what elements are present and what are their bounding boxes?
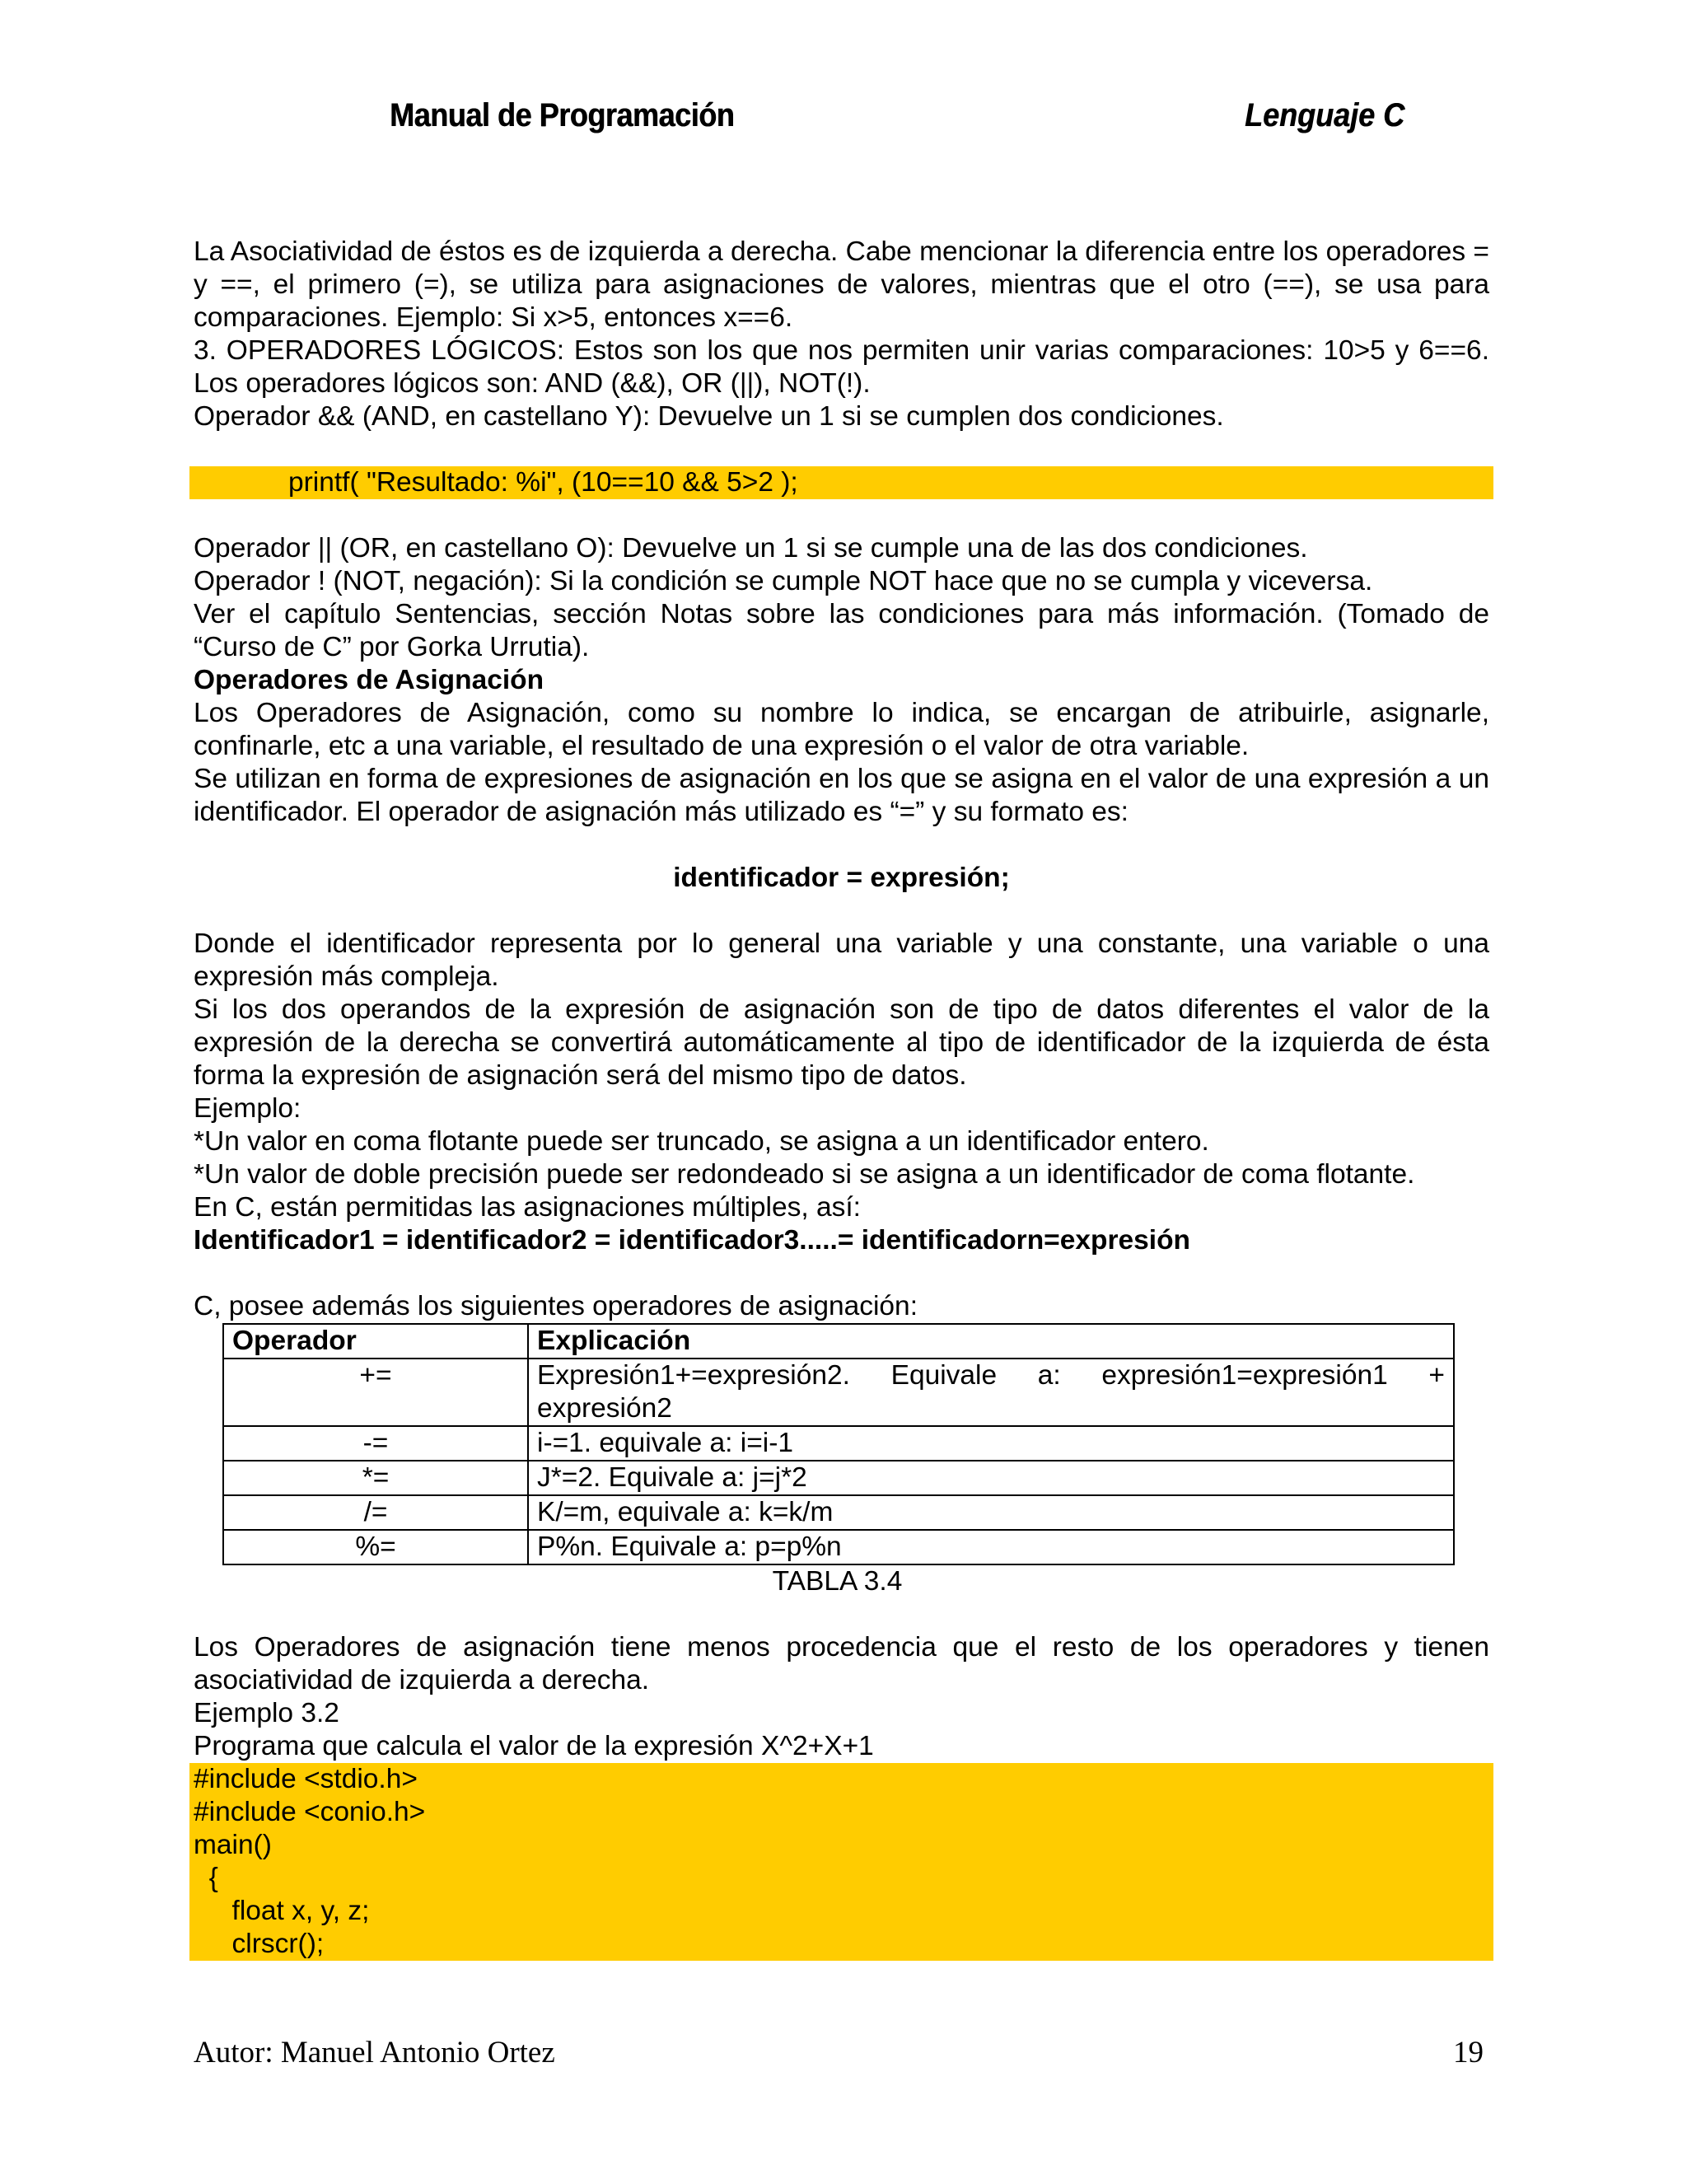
paragraph-procedencia: Los Operadores de asignación tiene menos procedencia que el resto de los operadores y tienen asociatividad de izquierda a derecha.	[194, 1632, 1489, 1695]
table-cell-exp: J*=2. Equivale a: j=j*2	[528, 1461, 1454, 1495]
table-row	[223, 1426, 1454, 1461]
code-line: clrscr();	[194, 1929, 325, 1959]
paragraph-operador-or: Operador || (OR, en castellano O): Devuelve un 1 si se cumple una de las dos condiciones.	[194, 533, 1308, 564]
page-body	[194, 236, 1489, 1961]
example-description: Programa que calcula el valor de la expresión X^2+X+1	[194, 1731, 874, 1761]
table-cell-op: -=	[223, 1426, 528, 1461]
paragraph-asignacion-def: Los Operadores de Asignación, como su nombre lo indica, se encargan de atribuirle, asignarle, confinarle, etc a una variable, el resultado de una expresión o el valor de otra variable.	[194, 698, 1489, 761]
table-cell-op: %=	[223, 1530, 528, 1564]
table-cell-exp: P%n. Equivale a: p=p%n	[528, 1530, 1454, 1564]
paragraph-asociatividad: La Asociatividad de éstos es de izquierda a derecha. Cabe mencionar la diferencia entre los operadores = y ==, el primero (=), se utiliza para asignaciones de valores, mientras que el otro (==), se usa para comparaciones. Ejemplo: Si x>5, entonces x==6.	[194, 236, 1489, 333]
table-caption: TABLA 3.4	[772, 1566, 903, 1597]
paragraph-asignacion-formato: Se utilizan en forma de expresiones de asignación en los que se asigna en el valor de una expresión a un identificador. El operador de asignación más utilizado es “=” y su formato es:	[194, 764, 1489, 827]
table-intro: C, posee además los siguientes operadores de asignación:	[194, 1291, 918, 1321]
table-cell-op: *=	[223, 1461, 528, 1495]
header-subject: Lenguaje C	[1245, 97, 1405, 133]
paragraph-operandos: Si los dos operandos de la expresión de asignación son de tipo de datos diferentes el valor de la expresión de la derecha se convertirá automáticamente al tipo de identificador de la izquierda de ésta forma la expresión de asignación será del mismo tipo de datos.	[194, 994, 1489, 1091]
format-line: identificador = expresión;	[673, 863, 1010, 893]
footer-page-number: 19	[1453, 2036, 1484, 2069]
paragraph-ejemplo: Ejemplo:	[194, 1093, 301, 1124]
section-heading: Operadores de Asignación	[194, 665, 544, 695]
example-label: Ejemplo 3.2	[194, 1698, 339, 1728]
paragraph-multiples: En C, están permitidas las asignaciones múltiples, así:	[194, 1192, 861, 1223]
table-cell-op: +=	[223, 1359, 528, 1426]
table-row	[223, 1495, 1454, 1530]
table-header-explicacion: Explicación	[528, 1324, 1454, 1359]
table-cell-exp: Expresión1+=expresión2. Equivale a: expresión1=expresión1 + expresión2	[528, 1359, 1454, 1426]
table-cell-exp: i-=1. equivale a: i=i-1	[528, 1426, 1454, 1461]
table-cell-op: /=	[223, 1495, 528, 1530]
paragraph-ver-capitulo: Ver el capítulo Sentencias, sección Notas sobre las condiciones para más información. (Tomado de “Curso de C” por Gorka Urrutia).	[194, 599, 1489, 662]
code-line: #include <conio.h>	[194, 1797, 426, 1827]
table-cell-exp: K/=m, equivale a: k=k/m	[528, 1495, 1454, 1530]
code-line: float x, y, z;	[194, 1896, 370, 1926]
footer-author: Autor: Manuel Antonio Ortez	[194, 2036, 555, 2069]
code-line: #include <stdio.h>	[194, 1764, 418, 1794]
multi-assign-line: Identificador1 = identificador2 = identificador3.....= identificadorn=expresión	[194, 1225, 1191, 1256]
code-line-highlight: printf( "Resultado: %i", (10==10 && 5>2 );	[189, 466, 1493, 499]
table-header-row	[223, 1324, 1454, 1359]
code-line: {	[194, 1863, 218, 1893]
paragraph-truncado: *Un valor en coma flotante puede ser truncado, se asigna a un identificador entero.	[194, 1126, 1209, 1157]
code-line: main()	[194, 1830, 272, 1860]
table-row	[223, 1359, 1454, 1426]
paragraph-operador-not: Operador ! (NOT, negación): Si la condición se cumple NOT hace que no se cumpla y viceversa.	[194, 566, 1373, 596]
paragraph-operador-and: Operador && (AND, en castellano Y): Devuelve un 1 si se cumplen dos condiciones.	[194, 401, 1224, 432]
paragraph-operadores-logicos: 3. OPERADORES LÓGICOS: Estos son los que nos permiten unir varias comparaciones: 10>5 y 6==6. Los operadores lógicos son: AND (&&), OR (||), NOT(!).	[194, 335, 1489, 399]
paragraph-donde: Donde el identificador representa por lo general una variable y una constante, una variable o una expresión más compleja.	[194, 928, 1489, 992]
header-title: Manual de Programación	[390, 97, 735, 133]
operators-table	[222, 1323, 1455, 1565]
code-block	[189, 1763, 1493, 1961]
table-row	[223, 1461, 1454, 1495]
table-row	[223, 1530, 1454, 1564]
paragraph-redondeado: *Un valor de doble precisión puede ser redondeado si se asigna a un identificador de coma flotante.	[194, 1159, 1415, 1190]
table-header-operador: Operador	[223, 1324, 528, 1359]
